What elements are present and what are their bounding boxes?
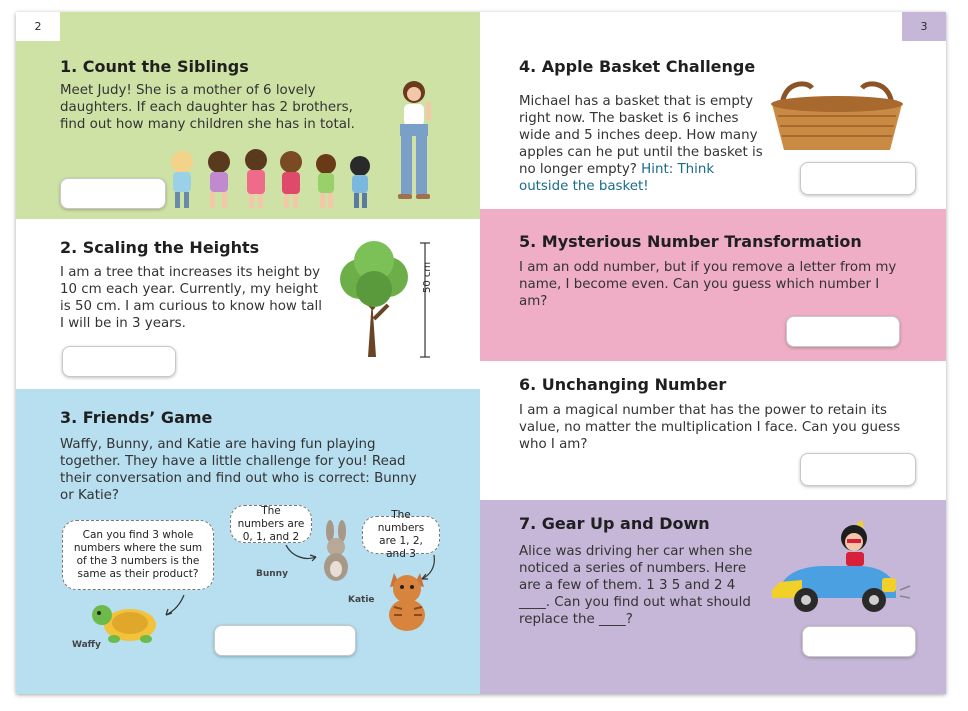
- panel-q6: [480, 361, 946, 500]
- q2-answer-box[interactable]: [62, 346, 176, 377]
- q4-answer-box[interactable]: [800, 162, 916, 195]
- basket-icon: [768, 78, 908, 154]
- q4-title: 4. Apple Basket Challenge: [519, 57, 756, 76]
- page-number-left: 2: [16, 12, 60, 41]
- q4-text-body: Michael has a basket that is empty right now. The basket is 6 inches wide and 5 inches deep. How many apples can he put until the basket is no longer empty?: [519, 94, 763, 177]
- bubble-waffy: Can you find 3 whole numbers where the sum of the 3 numbers is the same as their product?: [62, 520, 214, 590]
- q5-answer-box[interactable]: [786, 316, 900, 347]
- tree-icon: [332, 239, 422, 359]
- q3-answer-box[interactable]: [214, 625, 356, 656]
- q3-title: 3. Friends’ Game: [60, 408, 213, 427]
- q5-text: I am an odd number, but if you remove a letter from my name, I become even. Can you guess which number I am?: [519, 260, 897, 309]
- q7-title: 7. Gear Up and Down: [519, 514, 710, 533]
- workbook-spread: [16, 12, 946, 694]
- q1-text: Meet Judy! She is a mother of 6 lovely daughters. If each daughter has 2 brothers, find out how many children she has in total.: [60, 83, 355, 132]
- height-label: 50 cm: [422, 261, 433, 293]
- label-waffy: Waffy: [72, 640, 101, 650]
- q7-answer-box[interactable]: [802, 626, 916, 657]
- label-bunny: Bunny: [256, 569, 288, 579]
- q1-answer-box[interactable]: [60, 178, 166, 209]
- q1-title: 1. Count the Siblings: [60, 57, 249, 76]
- q7-text: Alice was driving her car when she noticed a series of numbers. Here are a few of them. 1 3 5 and 2 4 ____. Can you find out what should replace the ____?: [519, 544, 753, 627]
- bubble-bunny: The numbers are 0, 1, and 2: [230, 505, 312, 543]
- label-katie: Katie: [348, 595, 375, 605]
- q6-answer-box[interactable]: [800, 453, 916, 486]
- q2-title: 2. Scaling the Heights: [60, 238, 260, 257]
- bubble-katie: The numbers are 1, 2, and 3: [362, 516, 440, 554]
- q2-text: I am a tree that increases its height by 10 cm each year. Currently, my height is 50 cm. I am curious to know how tall I will be in 3 years.: [60, 265, 322, 331]
- q6-title: 6. Unchanging Number: [519, 375, 727, 394]
- car-girl-icon: [762, 520, 912, 620]
- page-number-right: 3: [902, 12, 946, 41]
- panel-q4: [480, 12, 946, 209]
- q6-text: I am a magical number that has the power to retain its value, no matter the multiplication I face. Can you guess who I am?: [519, 403, 901, 452]
- daughters-illustration: [164, 144, 394, 214]
- panel-q5: [480, 209, 946, 361]
- q4-text: [519, 93, 763, 195]
- q5-title: 5. Mysterious Number Transformation: [519, 232, 862, 251]
- q3-text: Waffy, Bunny, and Katie are having fun playing together. They have a little challenge for you! Read their conversation and find out who is correct: Bunny or Katie?: [60, 437, 417, 503]
- q4-hint: Hint: Think outside the basket!: [519, 162, 715, 194]
- panel-q7: [480, 500, 946, 694]
- panel-q1: [16, 12, 480, 219]
- panel-q3: [16, 389, 480, 694]
- panel-q2: [16, 219, 480, 389]
- mother-illustration: [392, 78, 442, 208]
